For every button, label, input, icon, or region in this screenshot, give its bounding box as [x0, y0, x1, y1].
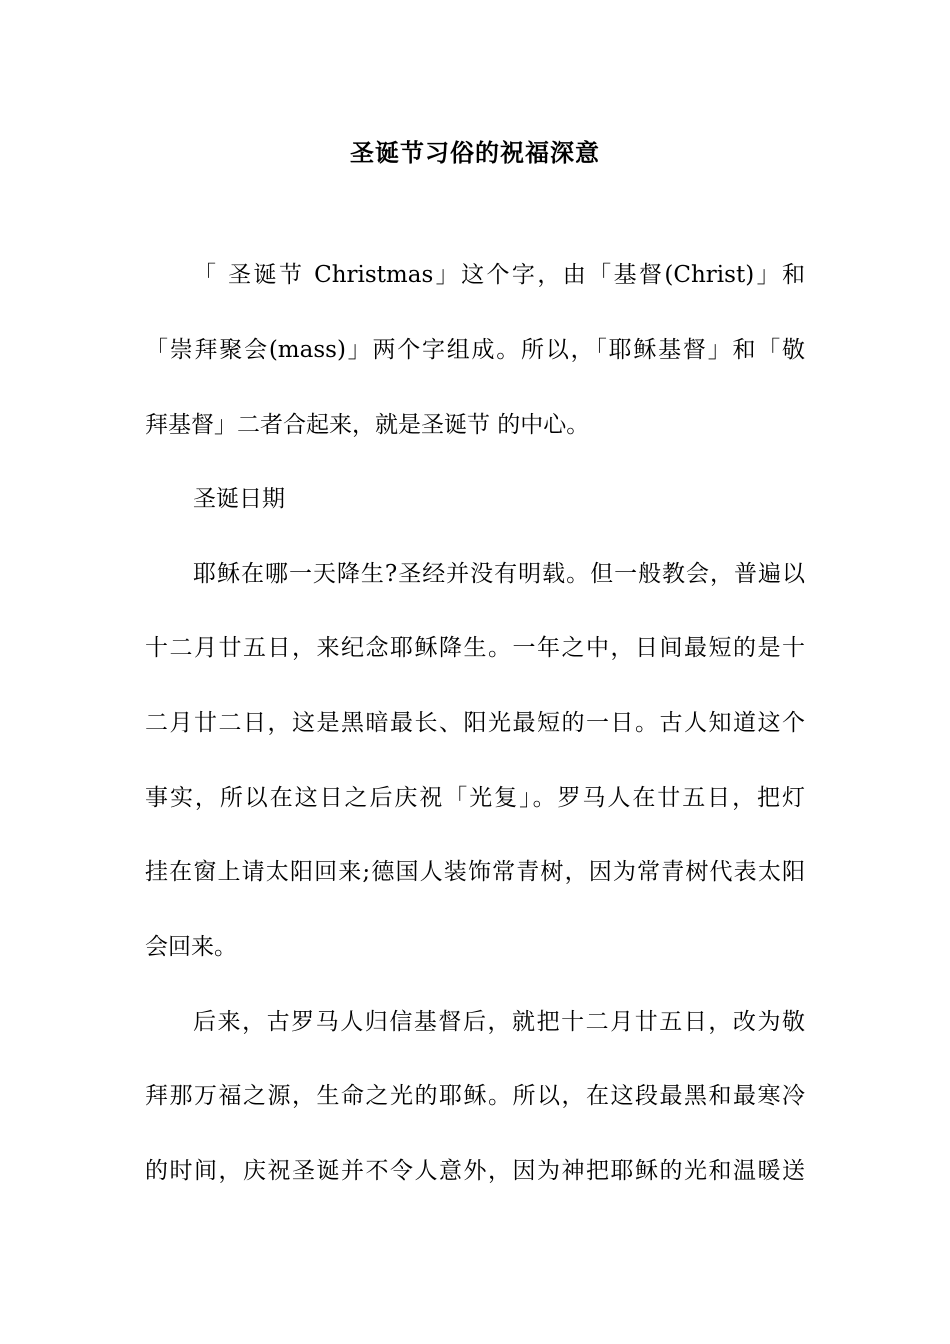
paragraph-line: 拜那万福之源，生命之光的耶稣。所以，在这段最黑和最寒冷 — [145, 1083, 805, 1109]
paragraph-line: 「 圣诞节 Christmas」这个字，由「基督(Christ)」和 — [193, 262, 805, 288]
paragraph-line: 二月廿二日，这是黑暗最长、阳光最短的一日。古人知道这个 — [145, 710, 805, 736]
paragraph-line: 十二月廿五日，来纪念耶稣降生。一年之中，日间最短的是十 — [145, 635, 805, 661]
paragraph-line: 拜基督」二者合起来，就是圣诞节 的中心。 — [145, 412, 590, 438]
section-heading: 圣诞日期 — [193, 486, 285, 512]
paragraph-line: 后来，古罗马人归信基督后，就把十二月廿五日，改为敬 — [193, 1009, 805, 1035]
paragraph-line: 事实，所以在这日之后庆祝「光复」。罗马人在廿五日，把灯 — [145, 785, 805, 811]
paragraph-line: 会回来。 — [145, 934, 237, 960]
paragraph-line: 「崇拜聚会(mass)」两个字组成。所以，「耶稣基督」和「敬 — [145, 337, 805, 363]
paragraph-line: 的时间，庆祝圣诞并不令人意外，因为神把耶稣的光和温暖送 — [145, 1158, 805, 1184]
paragraph-line: 耶稣在哪一天降生?圣经并没有明载。但一般教会，普遍以 — [193, 561, 805, 587]
document-title: 圣诞节习俗的祝福深意 — [350, 138, 600, 167]
paragraph-line: 挂在窗上请太阳回来;德国人装饰常青树，因为常青树代表太阳 — [145, 859, 805, 885]
